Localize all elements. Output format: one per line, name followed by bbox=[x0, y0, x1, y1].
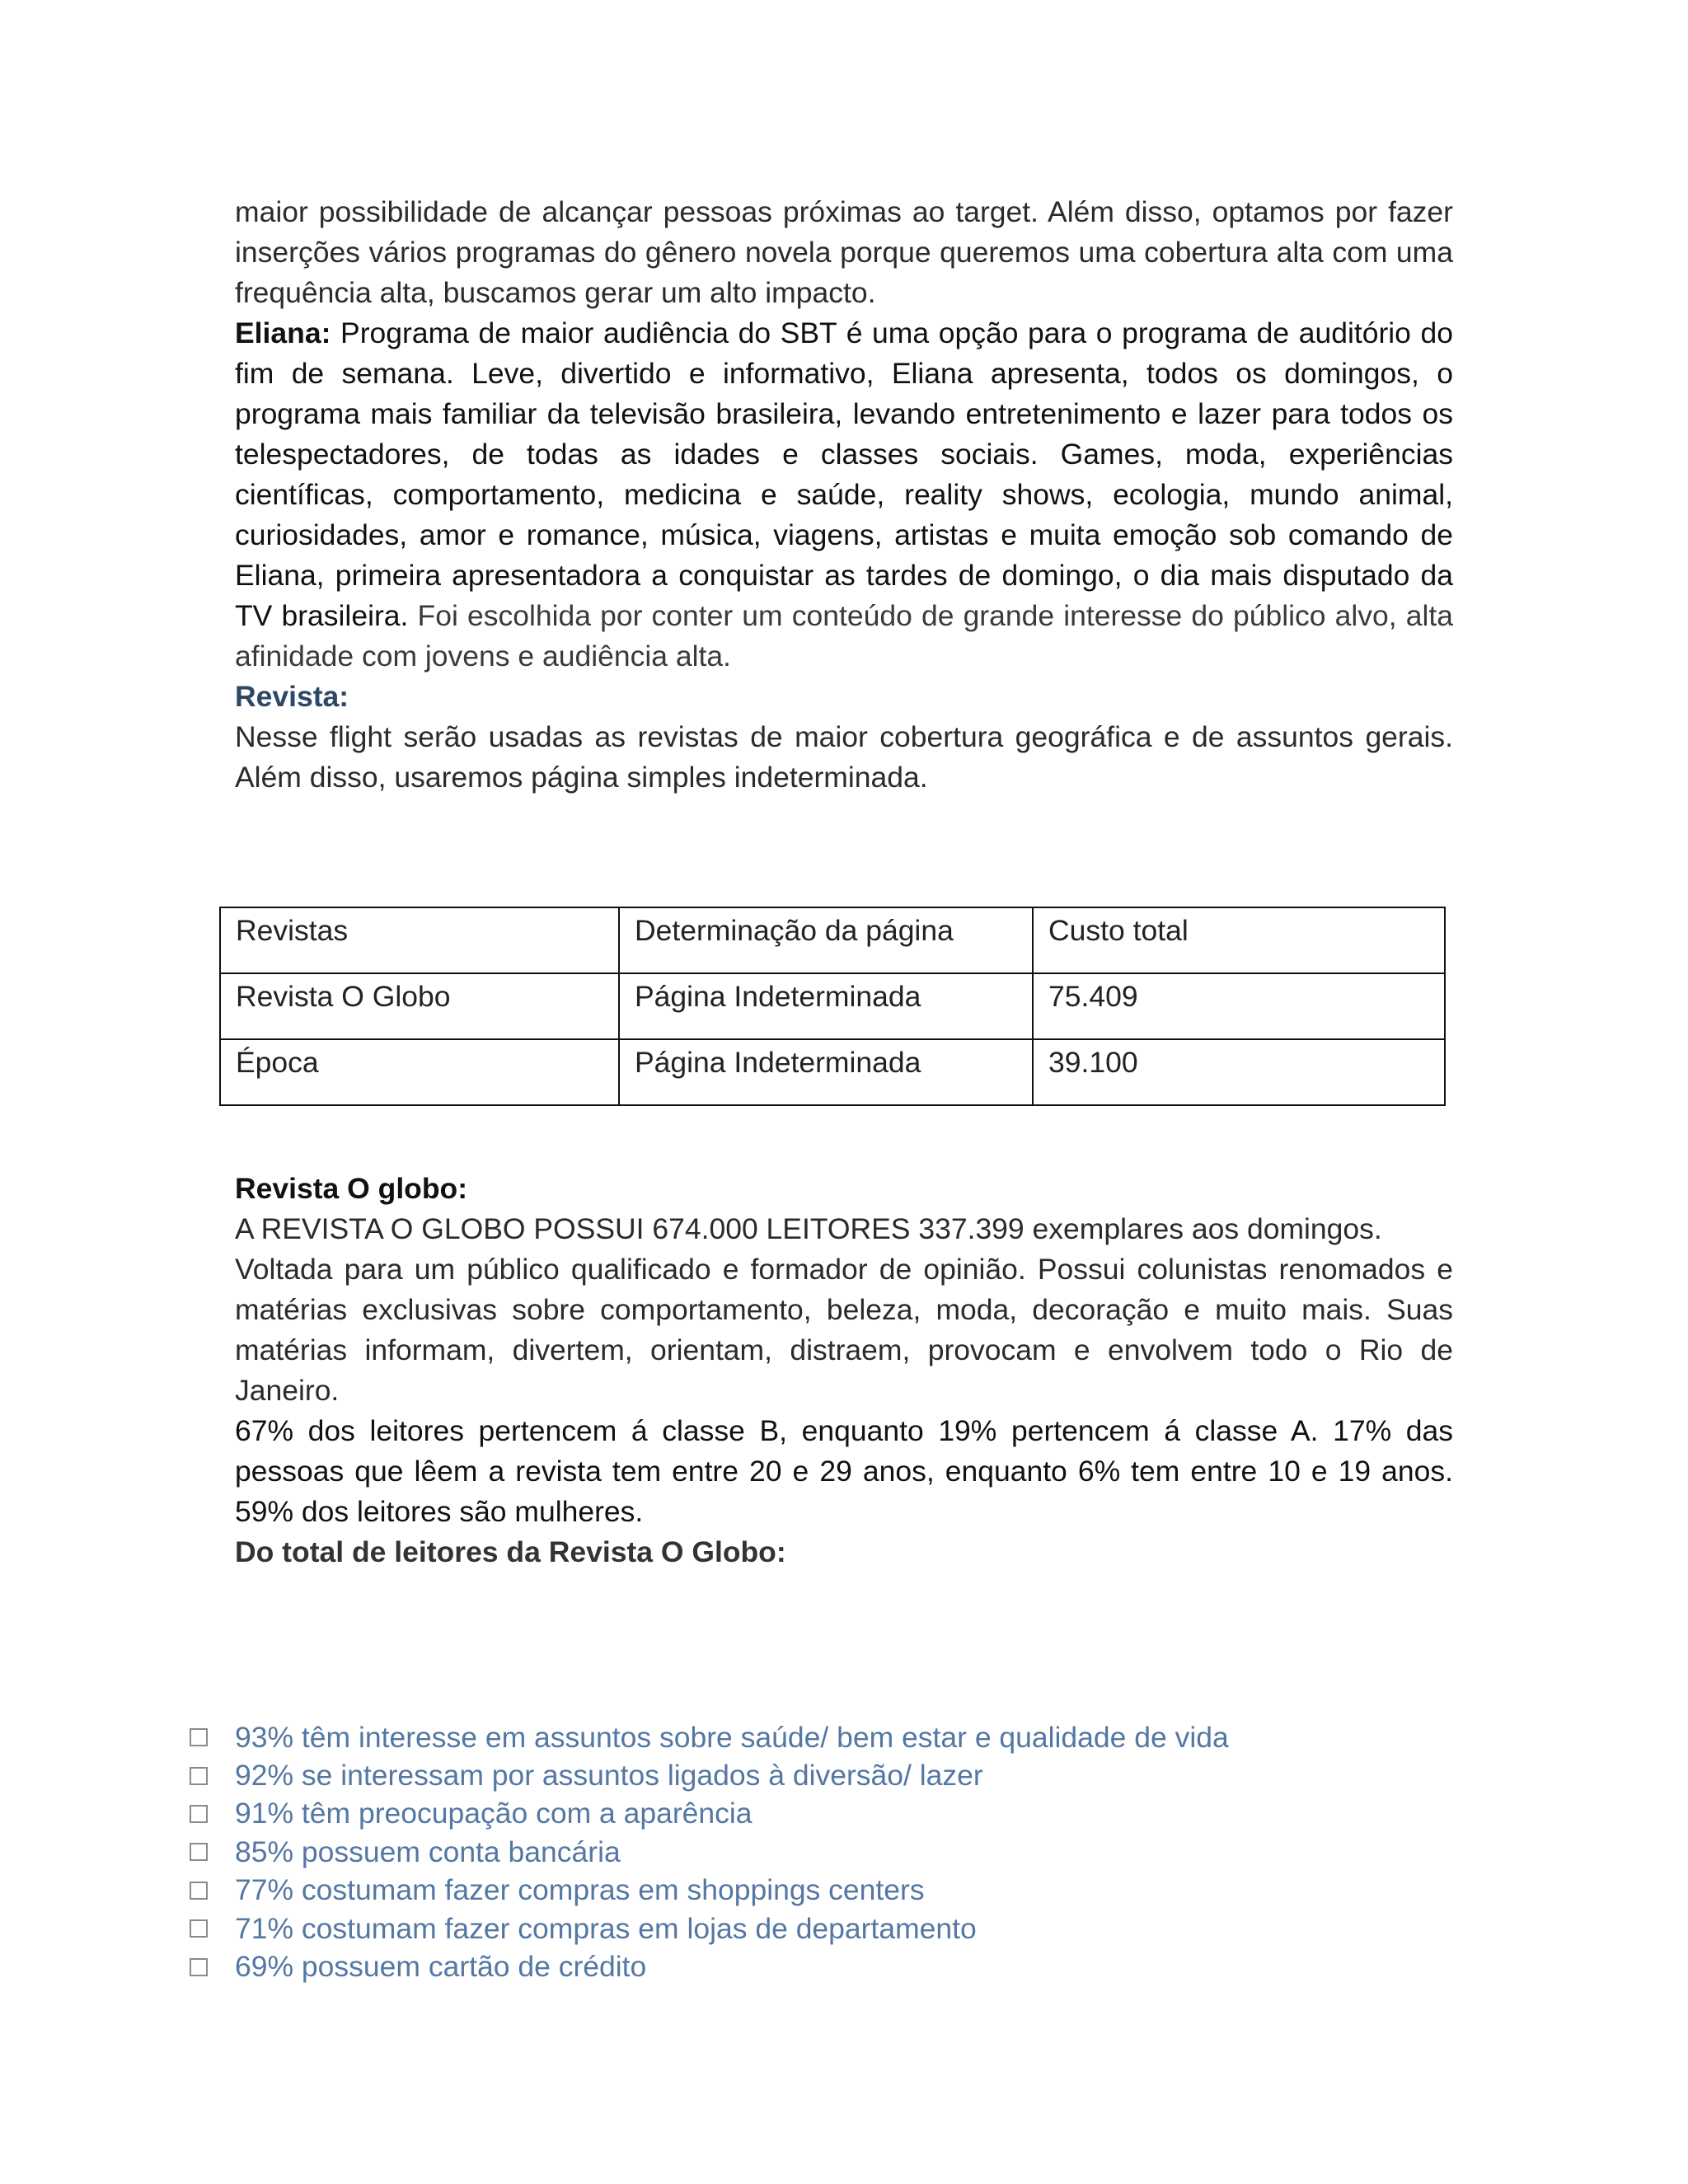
checkbox-bullet-icon bbox=[190, 1767, 208, 1785]
list-item bbox=[190, 1833, 1229, 1871]
table-header-cell: Custo total bbox=[1033, 907, 1445, 973]
checkbox-bullet-icon bbox=[190, 1958, 208, 1976]
revista-heading: Revista: bbox=[235, 680, 349, 713]
intro-paragraph: maior possibilidade de alcançar pessoas próximas ao target. Além disso, optamos por fazer inserções vários programas do gênero novela porque queremos uma cobertura alta com uma frequência alta, buscamos gerar um alto impacto. bbox=[235, 195, 1453, 309]
list-item-text: 69% possuem cartão de crédito bbox=[235, 1950, 647, 1984]
magazines-table bbox=[219, 907, 1446, 1106]
list-item bbox=[190, 1872, 1229, 1910]
list-item-text: 77% costumam fazer compras em shoppings centers bbox=[235, 1873, 925, 1907]
table-cell: Revista O Globo bbox=[220, 973, 619, 1039]
list-item bbox=[190, 1910, 1229, 1947]
list-item-text: 91% têm preocupação com a aparência bbox=[235, 1797, 753, 1830]
table-header-cell: Revistas bbox=[220, 907, 619, 973]
globo-total-heading: Do total de leitores da Revista O Globo: bbox=[235, 1535, 786, 1568]
list-item-text: 71% costumam fazer compras em lojas de departamento bbox=[235, 1911, 977, 1945]
globo-description: Voltada para um público qualificado e formador de opinião. Possui colunistas renomados e matérias exclusivas sobre comportamento, beleza, moda, decoração e muito mais. Suas matérias informam, divertem, orientam, distraem, provocam e envolvem todo o Rio de Janeiro. bbox=[235, 1253, 1453, 1407]
table-header-row bbox=[220, 907, 1445, 973]
table-cell: 39.100 bbox=[1033, 1039, 1445, 1105]
globo-heading: Revista O globo: bbox=[235, 1172, 468, 1205]
revista-intro: Nesse flight serão usadas as revistas de maior cobertura geográfica e de assuntos gerais. Além disso, usaremos página simples indeterminada. bbox=[235, 720, 1453, 794]
table-header-cell: Determinação da página bbox=[619, 907, 1033, 973]
list-item-text: 92% se interessam por assuntos ligados à diversão/ lazer bbox=[235, 1759, 983, 1793]
checkbox-bullet-icon bbox=[190, 1805, 208, 1823]
table-cell: Época bbox=[220, 1039, 619, 1105]
eliana-description: Programa de maior audiência do SBT é uma opção para o programa de auditório do fim de semana. Leve, divertido e informativo, Eliana apresenta, todos os domingos, o programa mais familiar da televisão brasileira, levando entretenimento e lazer para todos os telespectadores, de todas as idades e classes sociais. Games, moda, experiências científicas, comportamento, medicina e saúde, reality shows, ecologia, mundo animal, curiosidades, amor e romance, música, viagens, artistas e muita emoção sob comando de Eliana, primeira apresentadora a conquistar as tardes de domingo, o dia mais disputado da TV brasileira. bbox=[235, 316, 1453, 632]
list-item-text: 93% têm interesse em assuntos sobre saúde/ bem estar e qualidade de vida bbox=[235, 1720, 1229, 1754]
globo-section bbox=[235, 1169, 1453, 1572]
globo-stats: 67% dos leitores pertencem á classe B, enquanto 19% pertencem á classe A. 17% das pessoas que lêem a revista tem entre 20 e 29 anos, enquanto 6% tem entre 10 e 19 anos. 59% dos leitores são mulheres. bbox=[235, 1414, 1453, 1528]
table-row bbox=[220, 1039, 1445, 1105]
readers-interest-list bbox=[190, 1718, 1229, 1986]
list-item bbox=[190, 1795, 1229, 1833]
eliana-choice-reason: Foi escolhida por conter um conteúdo de grande interesse do público alvo, alta afinidade com jovens e audiência alta. bbox=[235, 599, 1453, 673]
table-cell: 75.409 bbox=[1033, 973, 1445, 1039]
list-item bbox=[190, 1718, 1229, 1756]
eliana-paragraph bbox=[235, 313, 1453, 677]
checkbox-bullet-icon bbox=[190, 1728, 208, 1746]
document-body bbox=[235, 192, 1453, 798]
globo-readers: A REVISTA O GLOBO POSSUI 674.000 LEITORES 337.399 exemplares aos domingos. bbox=[235, 1212, 1382, 1245]
checkbox-bullet-icon bbox=[190, 1919, 208, 1938]
table-row bbox=[220, 973, 1445, 1039]
checkbox-bullet-icon bbox=[190, 1882, 208, 1900]
list-item bbox=[190, 1947, 1229, 1985]
checkbox-bullet-icon bbox=[190, 1843, 208, 1861]
list-item bbox=[190, 1756, 1229, 1794]
list-item-text: 85% possuem conta bancária bbox=[235, 1835, 621, 1868]
table-cell: Página Indeterminada bbox=[619, 973, 1033, 1039]
table-cell: Página Indeterminada bbox=[619, 1039, 1033, 1105]
eliana-label: Eliana: bbox=[235, 316, 331, 349]
